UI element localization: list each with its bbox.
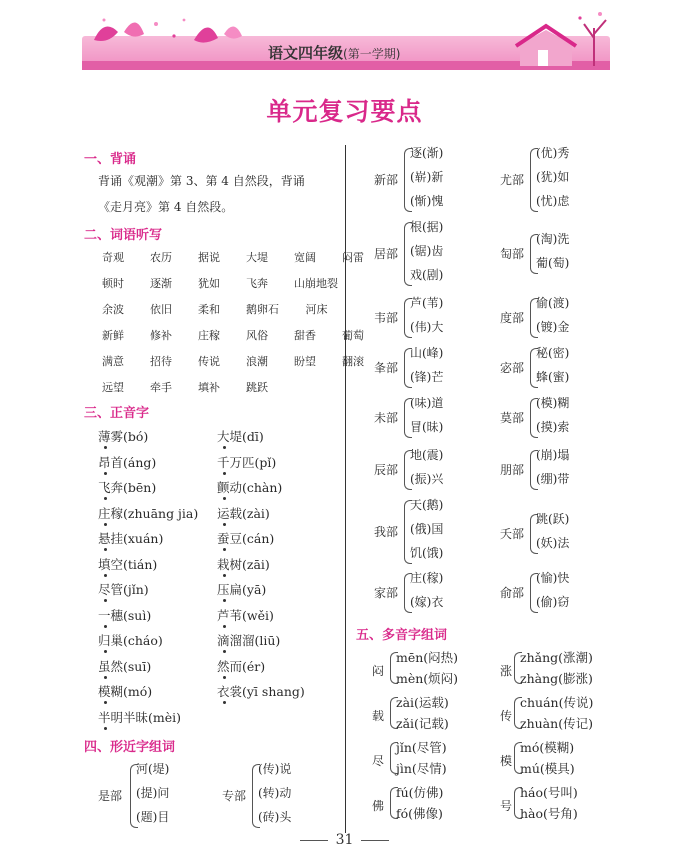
similar-word: (犹)如 bbox=[536, 170, 570, 184]
similar-word: (镀)金 bbox=[536, 320, 570, 334]
polyphone-reading: hào(号角) bbox=[520, 806, 578, 821]
pronunciation-item: 芦苇(wěi) bbox=[217, 607, 274, 623]
polyphone-reading: fú(仿佛) bbox=[396, 785, 444, 800]
similar-word: (优)秀 bbox=[536, 146, 570, 160]
dictation-word: 农历 bbox=[150, 251, 172, 264]
header-title: 语文四年级(第一学期) bbox=[268, 44, 401, 62]
polyphone-reading: háo(号叫) bbox=[520, 785, 578, 800]
dictation-word: 鹅卵石 bbox=[246, 303, 279, 316]
polyphone-char: 尽 bbox=[372, 754, 385, 768]
dictation-word: 据说 bbox=[198, 251, 220, 264]
similar-word: (偷)窃 bbox=[536, 595, 570, 609]
recite-line: 背诵《观潮》第 3、第 4 自然段，背诵 bbox=[98, 174, 305, 188]
emphasis-dot bbox=[104, 523, 107, 526]
recite-line: 《走月亮》第 4 自然段。 bbox=[98, 200, 234, 214]
similar-word: 蜂(蜜) bbox=[536, 370, 570, 384]
emphasis-dot bbox=[223, 548, 226, 551]
dictation-word: 浪潮 bbox=[246, 355, 268, 368]
pronunciation-item: 尽管(jǐn) bbox=[98, 582, 149, 597]
similar-word: 庄(稼) bbox=[410, 571, 444, 585]
similar-word: 戏(剧) bbox=[410, 268, 444, 282]
polyphone-reading: mú(模具) bbox=[520, 761, 575, 776]
emphasis-dot bbox=[104, 727, 107, 730]
pronunciation-item: 飞奔(bēn) bbox=[98, 480, 157, 495]
polyphone-reading: zǎi(记载) bbox=[396, 716, 449, 731]
dictation-word: 大堤 bbox=[246, 251, 268, 264]
pronunciation-item: 一穗(suì) bbox=[98, 607, 152, 623]
radical-label: 未部 bbox=[374, 411, 399, 425]
polyphone-char: 佛 bbox=[372, 799, 385, 813]
pronunciation-item: 昂首(áng) bbox=[98, 454, 157, 470]
pronunciation-item: 模糊(mó) bbox=[98, 684, 153, 699]
similar-word: (妖)法 bbox=[536, 536, 570, 550]
similar-word: (崩)塌 bbox=[536, 448, 570, 462]
pronunciation-item: 填空(tián) bbox=[98, 556, 158, 572]
pronunciation-item: 悬挂(xuán) bbox=[98, 531, 164, 546]
polyphone-reading: zài(运载) bbox=[396, 695, 449, 710]
similar-word: 天(鹅) bbox=[410, 498, 444, 512]
emphasis-dot bbox=[104, 599, 107, 602]
polyphone-char: 载 bbox=[372, 709, 385, 723]
pronunciation-item: 大堤(dī) bbox=[217, 429, 264, 444]
pronunciation-item: 压扁(yā) bbox=[217, 582, 267, 597]
emphasis-dot bbox=[223, 625, 226, 628]
dictation-word: 宽阔 bbox=[294, 251, 316, 264]
page-title: 单元复习要点 bbox=[266, 97, 423, 126]
dictation-word: 修补 bbox=[150, 329, 172, 342]
emphasis-dot bbox=[104, 625, 107, 628]
radical-label: 尤部 bbox=[500, 173, 525, 187]
similar-word: (味)道 bbox=[410, 396, 444, 410]
radical-label: 家部 bbox=[374, 586, 399, 600]
dictation-word: 犹如 bbox=[198, 277, 220, 290]
section-title-recite: 一、背诵 bbox=[84, 152, 137, 167]
emphasis-dot bbox=[104, 497, 107, 500]
pronunciation-item: 滴溜溜(liū) bbox=[217, 633, 281, 648]
dictation-word: 甜香 bbox=[294, 329, 316, 342]
emphasis-dot bbox=[223, 472, 226, 475]
dictation-word: 飞奔 bbox=[246, 277, 268, 290]
similar-word: 山(峰) bbox=[410, 346, 444, 360]
polyphone-reading: jìn(尽情) bbox=[396, 761, 447, 776]
emphasis-dot bbox=[104, 548, 107, 551]
dictation-word: 填补 bbox=[198, 381, 220, 394]
similar-word: (伟)大 bbox=[410, 320, 444, 334]
pronunciation-item: 然而(ér) bbox=[217, 658, 266, 674]
radical-label: 度部 bbox=[500, 311, 525, 325]
similar-word: (摸)索 bbox=[536, 420, 570, 434]
radical-label: 是部 bbox=[98, 789, 123, 803]
radical-label: 俞部 bbox=[500, 586, 525, 600]
dictation-word: 顿时 bbox=[102, 277, 124, 290]
radical-label: 我部 bbox=[374, 525, 399, 539]
pronunciation-item: 庄稼(zhuāng jia) bbox=[98, 505, 199, 521]
similar-word: (俄)国 bbox=[410, 522, 444, 536]
similar-word: (淘)洗 bbox=[536, 232, 570, 246]
polyphone-reading: zhǎng(涨潮) bbox=[520, 650, 593, 665]
similar-word: (崭)新 bbox=[410, 170, 444, 184]
dictation-word: 满意 bbox=[102, 355, 124, 368]
pronunciation-item: 半明半昧(mèi) bbox=[98, 709, 182, 725]
flower-decoration-icon bbox=[84, 10, 254, 74]
emphasis-dot bbox=[104, 446, 107, 449]
polyphone-char: 传 bbox=[500, 709, 513, 723]
pronunciation-item: 栽树(zāi) bbox=[217, 556, 270, 572]
polyphone-reading: jǐn(尽管) bbox=[396, 740, 447, 755]
similar-word: 冒(昧) bbox=[410, 420, 444, 434]
dictation-word: 风俗 bbox=[246, 329, 268, 342]
polyphone-char: 模 bbox=[500, 754, 513, 768]
similar-word: (题)目 bbox=[136, 810, 170, 824]
pronunciation-item: 千万匹(pǐ) bbox=[217, 454, 277, 470]
similar-word: 葡(萄) bbox=[536, 256, 570, 270]
emphasis-dot bbox=[223, 650, 226, 653]
polyphone-reading: mēn(闷热) bbox=[396, 650, 459, 665]
radical-label: 居部 bbox=[374, 247, 399, 261]
pronunciation-item: 颤动(chàn) bbox=[217, 480, 283, 495]
similar-word: (提)问 bbox=[136, 786, 170, 800]
similar-word: (锯)齿 bbox=[410, 244, 444, 258]
similar-word: 根(据) bbox=[410, 220, 444, 234]
polyphone-char: 闷 bbox=[372, 664, 385, 678]
emphasis-dot bbox=[223, 497, 226, 500]
dictation-word: 盼望 bbox=[294, 355, 316, 368]
similar-word: 芦(苇) bbox=[410, 296, 444, 310]
emphasis-dot bbox=[223, 599, 226, 602]
dictation-word: 河床 bbox=[305, 303, 328, 316]
polyphone-reading: mó(模糊) bbox=[520, 740, 575, 755]
similar-word: 逐(渐) bbox=[410, 146, 444, 160]
similar-word: (传)说 bbox=[258, 762, 292, 776]
emphasis-dot bbox=[223, 676, 226, 679]
radical-label: 莫部 bbox=[500, 411, 525, 425]
dictation-word: 远望 bbox=[102, 381, 124, 394]
dictation-word: 庄稼 bbox=[198, 329, 220, 342]
section-title-similar-chars: 四、形近字组词 bbox=[84, 740, 176, 755]
section-title-dictation: 二、词语听写 bbox=[84, 228, 163, 243]
similar-word: (忧)虑 bbox=[536, 194, 570, 208]
emphasis-dot bbox=[223, 701, 226, 704]
pronunciation-item: 虽然(suī) bbox=[98, 658, 152, 674]
dictation-word: 依旧 bbox=[150, 303, 172, 316]
similar-word: (嫁)衣 bbox=[410, 595, 444, 609]
pronunciation-item: 运载(zài) bbox=[217, 505, 270, 521]
similar-word: 地(震) bbox=[410, 448, 444, 462]
radical-label: 夭部 bbox=[500, 527, 525, 541]
similar-word: 偷(渡) bbox=[536, 296, 570, 310]
radical-label: 新部 bbox=[374, 173, 399, 187]
polyphone-reading: zhuàn(传记) bbox=[520, 716, 593, 731]
radical-label: 辰部 bbox=[374, 463, 399, 477]
similar-word: (绷)带 bbox=[536, 472, 570, 486]
section-title-polyphones: 五、多音字组词 bbox=[356, 628, 448, 643]
similar-word: (振)兴 bbox=[410, 472, 444, 486]
dictation-word: 山崩地裂 bbox=[294, 277, 338, 290]
similar-word: (锋)芒 bbox=[410, 370, 444, 384]
polyphone-reading: fó(佛像) bbox=[396, 806, 443, 821]
polyphone-char: 号 bbox=[500, 799, 513, 813]
emphasis-dot bbox=[223, 574, 226, 577]
dictation-word: 传说 bbox=[198, 355, 220, 368]
dictation-word: 牵手 bbox=[150, 381, 172, 394]
emphasis-dot bbox=[104, 574, 107, 577]
dictation-word: 新鲜 bbox=[102, 329, 124, 342]
radical-label: 朋部 bbox=[500, 463, 525, 477]
pronunciation-item: 归巢(cháo) bbox=[98, 633, 163, 648]
polyphone-reading: chuán(传说) bbox=[520, 695, 594, 710]
page-number: 31 bbox=[0, 832, 689, 848]
dictation-word: 柔和 bbox=[198, 303, 220, 316]
emphasis-dot bbox=[223, 446, 226, 449]
dictation-word: 余波 bbox=[102, 303, 124, 316]
dictation-word: 葡萄 bbox=[342, 329, 364, 342]
dictation-word: 奇观 bbox=[102, 251, 124, 264]
similar-word: (惭)愧 bbox=[410, 194, 444, 208]
dictation-word: 跳跃 bbox=[246, 381, 268, 394]
radical-label: 宓部 bbox=[500, 361, 525, 375]
pronunciation-item: 薄雾(bó) bbox=[98, 429, 149, 444]
dictation-word: 闷雷 bbox=[342, 251, 364, 264]
similar-word: (转)动 bbox=[258, 786, 292, 800]
polyphone-char: 涨 bbox=[500, 664, 513, 678]
emphasis-dot bbox=[104, 650, 107, 653]
section-title-pronunciation: 三、正音字 bbox=[84, 406, 150, 421]
pronunciation-item: 蚕豆(cán) bbox=[217, 531, 275, 546]
emphasis-dot bbox=[104, 676, 107, 679]
similar-word: (模)糊 bbox=[536, 396, 570, 410]
dictation-word: 逐渐 bbox=[150, 277, 172, 290]
emphasis-dot bbox=[104, 472, 107, 475]
emphasis-dot bbox=[223, 523, 226, 526]
radical-label: 匋部 bbox=[500, 247, 525, 261]
similar-word: (愉)快 bbox=[536, 571, 570, 585]
similar-word: 秘(密) bbox=[536, 346, 570, 360]
house-decoration-icon bbox=[510, 8, 620, 72]
emphasis-dot bbox=[104, 701, 107, 704]
dictation-word: 招待 bbox=[150, 355, 172, 368]
similar-word: 河(堤) bbox=[136, 762, 170, 776]
radical-label: 韦部 bbox=[374, 311, 399, 325]
similar-word: (砖)头 bbox=[258, 810, 292, 824]
pronunciation-item: 衣裳(yī shang) bbox=[217, 684, 305, 699]
dictation-word: 翻滚 bbox=[342, 355, 364, 368]
similar-word: 饥(饿) bbox=[410, 546, 444, 560]
polyphone-reading: mèn(烦闷) bbox=[396, 671, 459, 686]
radical-label: 夆部 bbox=[374, 361, 399, 375]
radical-label: 专部 bbox=[222, 789, 247, 803]
similar-word: 跳(跃) bbox=[536, 512, 570, 526]
polyphone-reading: zhàng(膨涨) bbox=[520, 671, 593, 686]
